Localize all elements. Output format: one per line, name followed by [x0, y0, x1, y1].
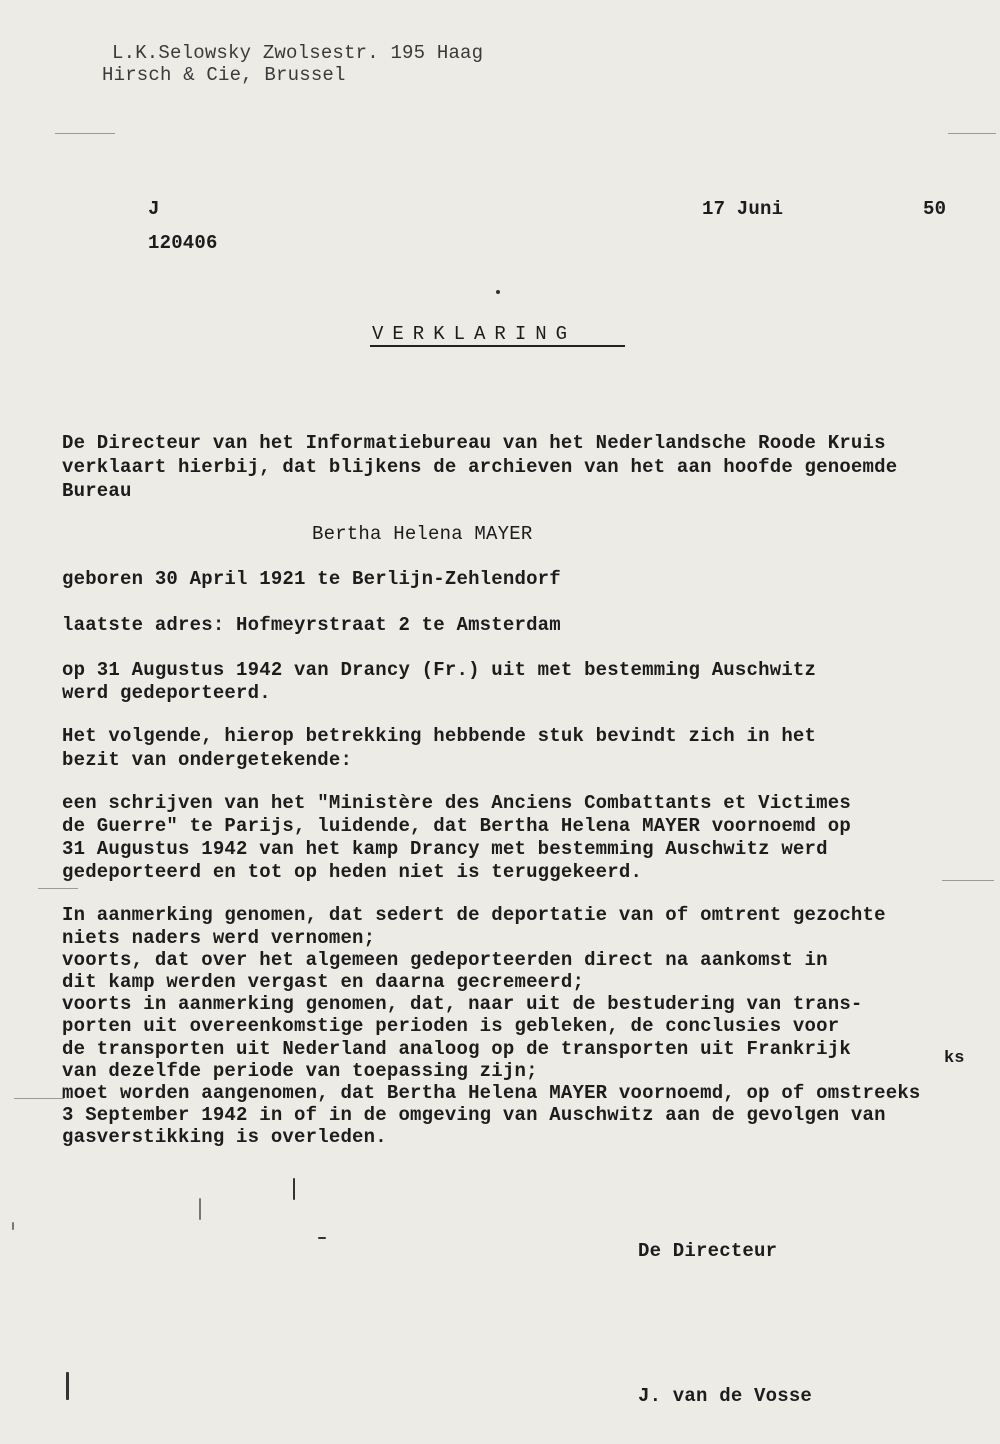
conclusion-line-9: moet worden aangenomen, dat Bertha Helena MAYER voornoemd, op of omstreeks	[62, 1082, 921, 1104]
document-desc-line-1: een schrijven van het "Ministère des Anciens Combattants et Victimes	[62, 792, 851, 814]
ink-speck	[496, 290, 500, 294]
ink-mark	[66, 1372, 69, 1400]
letter-year: 50	[923, 198, 947, 220]
deportation-line-2: werd gedeporteerd.	[62, 682, 271, 704]
conclusion-line-2: niets naders werd vernomen;	[62, 927, 376, 949]
conclusion-line-3: voorts, dat over het algemeen gedeporteerden direct na aankomst in	[62, 949, 828, 971]
conclusion-line-6: porten uit overeenkomstige perioden is gebleken, de conclusies voor	[62, 1015, 840, 1037]
signature-name: J. van de Vosse	[638, 1385, 813, 1407]
conclusion-line-1: In aanmerking genomen, dat sedert de deportatie van of omtrent gezochte	[62, 904, 886, 926]
scan-edge-mark	[948, 133, 996, 134]
scan-edge-mark	[14, 1098, 64, 1099]
document-intro-line-1: Het volgende, hierop betrekking hebbende stuk bevindt zich in het	[62, 725, 817, 747]
document-desc-line-4: gedeporteerd en tot op heden niet is teruggekeerd.	[62, 861, 643, 883]
letter-date: 17 Juni	[702, 198, 784, 220]
reference-letter: J	[148, 198, 160, 220]
subject-last-address: laatste adres: Hofmeyrstraat 2 te Amsterdam	[62, 614, 561, 636]
scan-edge-mark	[942, 880, 994, 881]
ink-mark	[318, 1237, 326, 1239]
reference-number: 120406	[148, 232, 218, 254]
scan-edge-mark	[38, 888, 78, 889]
conclusion-line-11: gasverstikking is overleden.	[62, 1126, 387, 1148]
intro-line-1: De Directeur van het Informatiebureau van het Nederlandsche Roode Kruis	[62, 432, 886, 454]
margin-note: ks	[944, 1049, 965, 1068]
document-intro-line-2: bezit van ondergetekende:	[62, 749, 353, 771]
subject-birth: geboren 30 April 1921 te Berlijn-Zehlendorf	[62, 568, 561, 590]
conclusion-line-5: voorts in aanmerking genomen, dat, naar uit de bestudering van trans-	[62, 993, 863, 1015]
document-desc-line-3: 31 Augustus 1942 van het kamp Drancy met bestemming Auschwitz werd	[62, 838, 828, 860]
intro-line-3: Bureau	[62, 480, 132, 502]
ink-mark	[12, 1222, 14, 1230]
conclusion-line-7: de transporten uit Nederland analoog op de transporten uit Frankrijk	[62, 1038, 851, 1060]
header-line-1: L.K.Selowsky Zwolsestr. 195 Haag	[112, 42, 484, 64]
subject-name: Bertha Helena MAYER	[312, 523, 533, 545]
conclusion-line-10: 3 September 1942 in of in de omgeving van Auschwitz aan de gevolgen van	[62, 1104, 886, 1126]
title-underline	[370, 345, 625, 347]
signature-role: De Directeur	[638, 1240, 778, 1262]
intro-line-2: verklaart hierbij, dat blijkens de archieven van het aan hoofde genoemde	[62, 456, 898, 478]
document-title: VERKLARING	[372, 323, 577, 345]
header-line-2: Hirsch & Cie, Brussel	[102, 64, 346, 86]
deportation-line-1: op 31 Augustus 1942 van Drancy (Fr.) uit met bestemming Auschwitz	[62, 659, 817, 681]
scan-edge-mark	[55, 133, 115, 134]
document-desc-line-2: de Guerre" te Parijs, luidende, dat Bertha Helena MAYER voornoemd op	[62, 815, 851, 837]
conclusion-line-4: dit kamp werden vergast en daarna gecremeerd;	[62, 971, 585, 993]
conclusion-line-8: van dezelfde periode van toepassing zijn;	[62, 1060, 538, 1082]
ink-mark	[199, 1198, 201, 1220]
ink-mark	[293, 1178, 295, 1200]
